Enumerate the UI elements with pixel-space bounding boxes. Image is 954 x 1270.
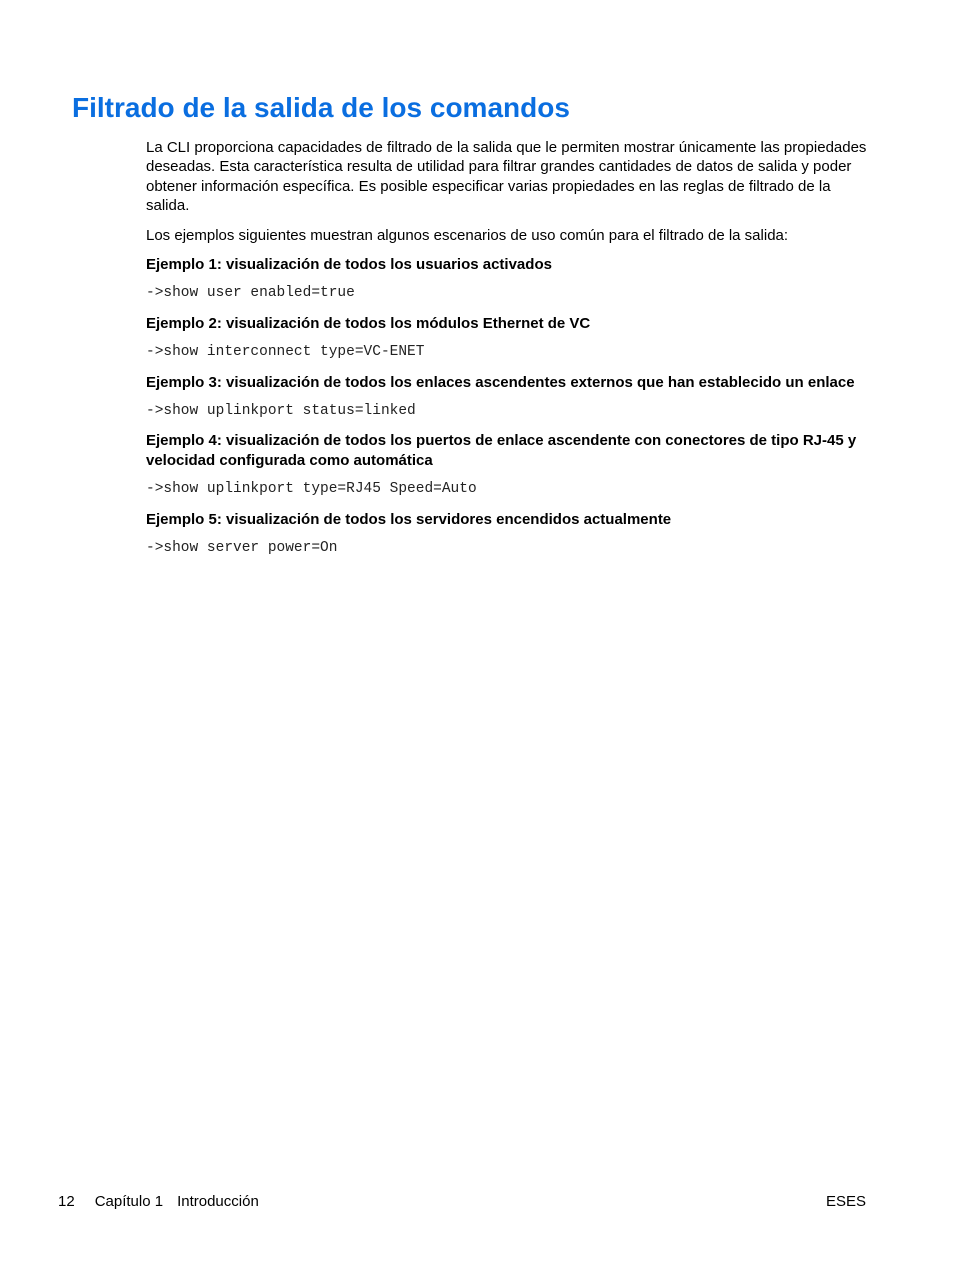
example-4-command: ->show uplinkport type=RJ45 Speed=Auto [146, 481, 477, 498]
footer-left [58, 1192, 259, 1211]
example-2-heading: Ejemplo 2: visualización de todos los módulos Ethernet de VC [146, 314, 591, 332]
page-title: Filtrado de la salida de los comandos [72, 92, 570, 123]
page-number: 12 [58, 1193, 75, 1210]
example-5-command: ->show server power=On [146, 540, 338, 557]
example-5-heading: Ejemplo 5: visualización de todos los servidores encendidos actualmente [146, 510, 672, 528]
example-4-heading: Ejemplo 4: visualización de todos los puertos de enlace ascendente con conectores de tipo RJ-45 y velocidad configurada como automática [146, 432, 857, 469]
example-1-heading: Ejemplo 1: visualización de todos los usuarios activados [146, 256, 552, 274]
example-2-command: ->show interconnect type=VC-ENET [146, 344, 425, 361]
intro-paragraph-1: La CLI proporciona capacidades de filtrado de la salida que le permiten mostrar únicamente las propiedades deseadas. Esta característica resulta de utilidad para filtrar grandes cantidades de datos de salida y poder obtener información específica. Es posible especificar varias propiedades en las reglas de filtrado de la salida. [146, 139, 867, 215]
example-3-heading: Ejemplo 3: visualización de todos los enlaces ascendentes externos que han establecido un enlace [146, 373, 855, 391]
content-body [146, 138, 876, 569]
intro-paragraph-2: Los ejemplos siguientes muestran algunos escenarios de uso común para el filtrado de la salida: [146, 226, 789, 244]
chapter-title: Introducción [177, 1193, 259, 1210]
example-1-command: ->show user enabled=true [146, 285, 355, 302]
example-3-command: ->show uplinkport status=linked [146, 403, 416, 420]
footer-locale: ESES [825, 1193, 866, 1210]
chapter-label: Capítulo 1 [94, 1193, 164, 1210]
